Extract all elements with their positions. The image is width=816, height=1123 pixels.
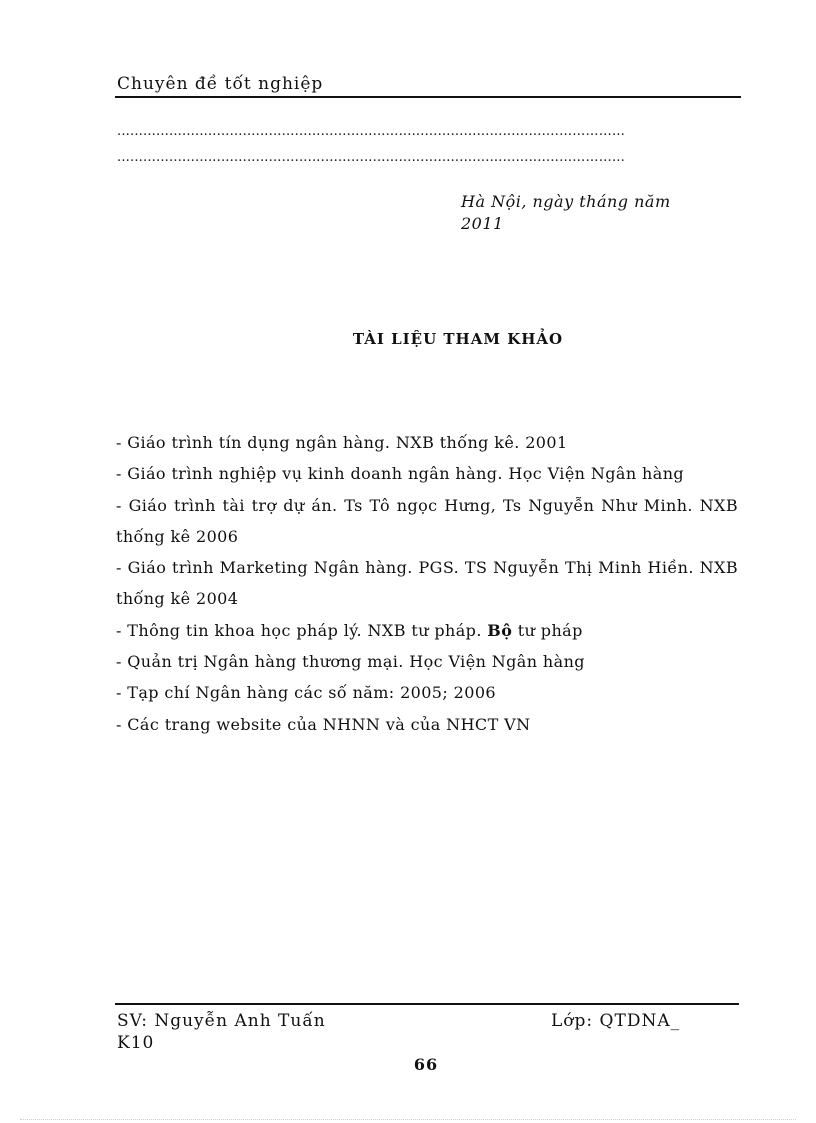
footer-class-label: Lớp: QTDNA_	[551, 1011, 681, 1031]
footer-rule	[115, 1003, 739, 1005]
reference-item: - Các trang website của NHNN và của NHCT VN	[116, 714, 531, 734]
header-rule	[115, 96, 741, 98]
page-number: 66	[413, 1055, 439, 1074]
footer-student-name: SV: Nguyễn Anh Tuấn	[117, 1011, 326, 1031]
dotted-line-1: ...................................................................................................………………	[117, 124, 626, 139]
reference-item: - Giáo trình tài trợ dự án. Ts Tô ngọc Hưng, Ts Nguyễn Như Minh. NXB thống kê 2006	[116, 495, 738, 546]
reference-item: - Giáo trình Marketing Ngân hàng. PGS. TS Nguyễn Thị Minh Hiền. NXB thống kê 2004	[116, 558, 738, 609]
reference-item: - Quản trị Ngân hàng thương mại. Học Viện Ngân hàng	[116, 652, 585, 672]
reference-bold-text: Bộ	[487, 620, 513, 640]
section-title: TÀI LIỆU THAM KHẢO	[352, 330, 564, 348]
reference-text: - Thông tin khoa học pháp lý. NXB tư pháp.	[116, 620, 488, 640]
dotted-line-2: ...................................................................................................………………	[117, 150, 626, 165]
header-title: Chuyên đề tốt nghiệp	[117, 74, 324, 94]
reference-item: - Tạp chí Ngân hàng các số năm: 2005; 2006	[116, 683, 496, 703]
page-bottom-border	[20, 1119, 796, 1120]
reference-item: - Giáo trình tín dụng ngân hàng. NXB thống kê. 2001	[116, 433, 568, 452]
reference-item: - Giáo trình nghiệp vụ kinh doanh ngân hàng. Học Viện Ngân hàng	[116, 464, 685, 484]
date-line: Hà Nội, ngày tháng năm 2011	[461, 192, 671, 233]
reference-item	[116, 615, 738, 646]
reference-text-tail: tư pháp	[512, 620, 583, 640]
reference-list	[116, 427, 738, 740]
footer-class-suffix: K10	[117, 1033, 155, 1053]
